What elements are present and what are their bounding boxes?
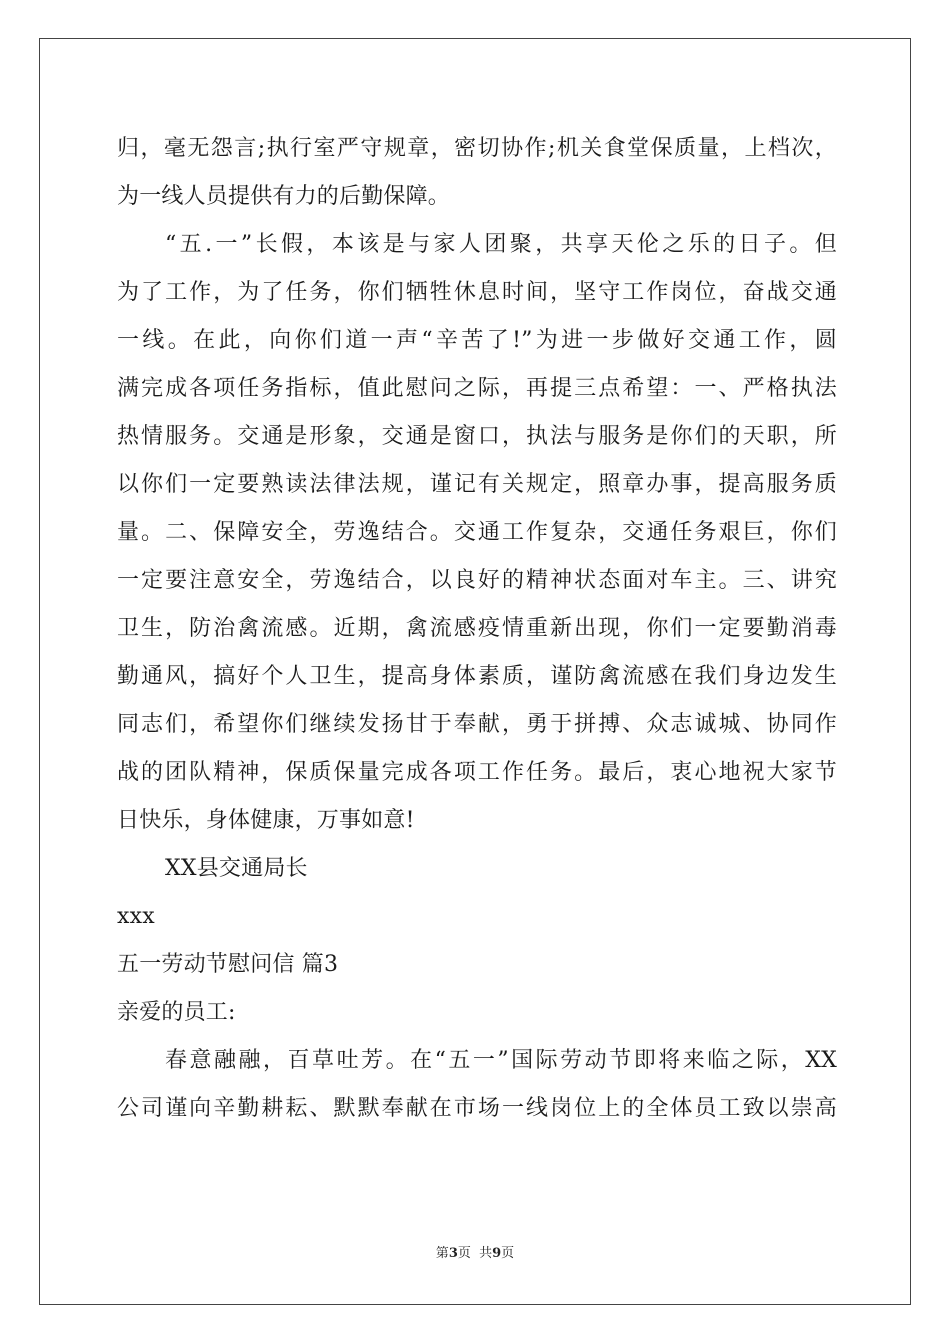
body-line: 量。二、保障安全，劳逸结合。交通工作复杂，交通任务艰巨，你们 (117, 520, 837, 545)
body-line: 一定要注意安全，劳逸结合，以良好的精神状态面对车主。三、讲究 (117, 568, 837, 593)
page-current: 3 (448, 1246, 458, 1261)
body-line: 一线。在此，向你们道一声“辛苦了!”为进一步做好交通工作，圆 (117, 328, 837, 353)
salutation: 亲爱的员工: (117, 1000, 236, 1025)
page-prefix: 第 (435, 1246, 449, 1261)
page-total: 9 (492, 1246, 502, 1261)
body-line: “五.一”长假，本该是与家人团聚，共享天伦之乐的日子。但 (165, 232, 837, 257)
body-line: 春意融融，百草吐芳。在“五一”国际劳动节即将来临之际，XX (165, 1048, 837, 1073)
body-line: 为了工作，为了任务，你们牺牲休息时间，坚守工作岗位，奋战交通 (117, 280, 837, 305)
signature-title: XX县交通局长 (165, 856, 308, 881)
body-line: 以你们一定要熟读法律法规，谨记有关规定，照章办事，提高服务质 (117, 472, 837, 497)
body-line: 满完成各项任务指标，值此慰问之际，再提三点希望：一、严格执法 (117, 376, 837, 401)
body-line: 为一线人员提供有力的后勤保障。 (117, 184, 451, 209)
body-line: 日快乐，身体健康，万事如意! (117, 808, 415, 833)
body-line: 热情服务。交通是形象，交通是窗口，执法与服务是你们的天职，所 (117, 424, 837, 449)
body-line: 卫生，防治禽流感。近期，禽流感疫情重新出现，你们一定要勤消毒 (117, 616, 837, 641)
body-line: 归，毫无怨言;执行室严守规章，密切协作;机关食堂保质量，上档次， (117, 136, 837, 161)
signature-name: xxx (117, 904, 155, 929)
page-suffix: 页 (501, 1246, 515, 1261)
page-mid: 页 共 (457, 1246, 493, 1261)
body-line: 勤通风，搞好个人卫生，提高身体素质，谨防禽流感在我们身边发生 (117, 664, 837, 689)
body-line: 战的团队精神，保质保量完成各项工作任务。最后，衷心地祝大家节 (117, 760, 837, 785)
body-line: 公司谨向辛勤耕耘、默默奉献在市场一线岗位上的全体员工致以崇高 (117, 1096, 837, 1121)
page-footer (0, 1244, 950, 1264)
body-line: 同志们，希望你们继续发扬甘于奉献，勇于拼搏、众志诚城、协同作 (117, 712, 837, 737)
section-heading: 五一劳动节慰问信 篇3 (117, 952, 339, 977)
